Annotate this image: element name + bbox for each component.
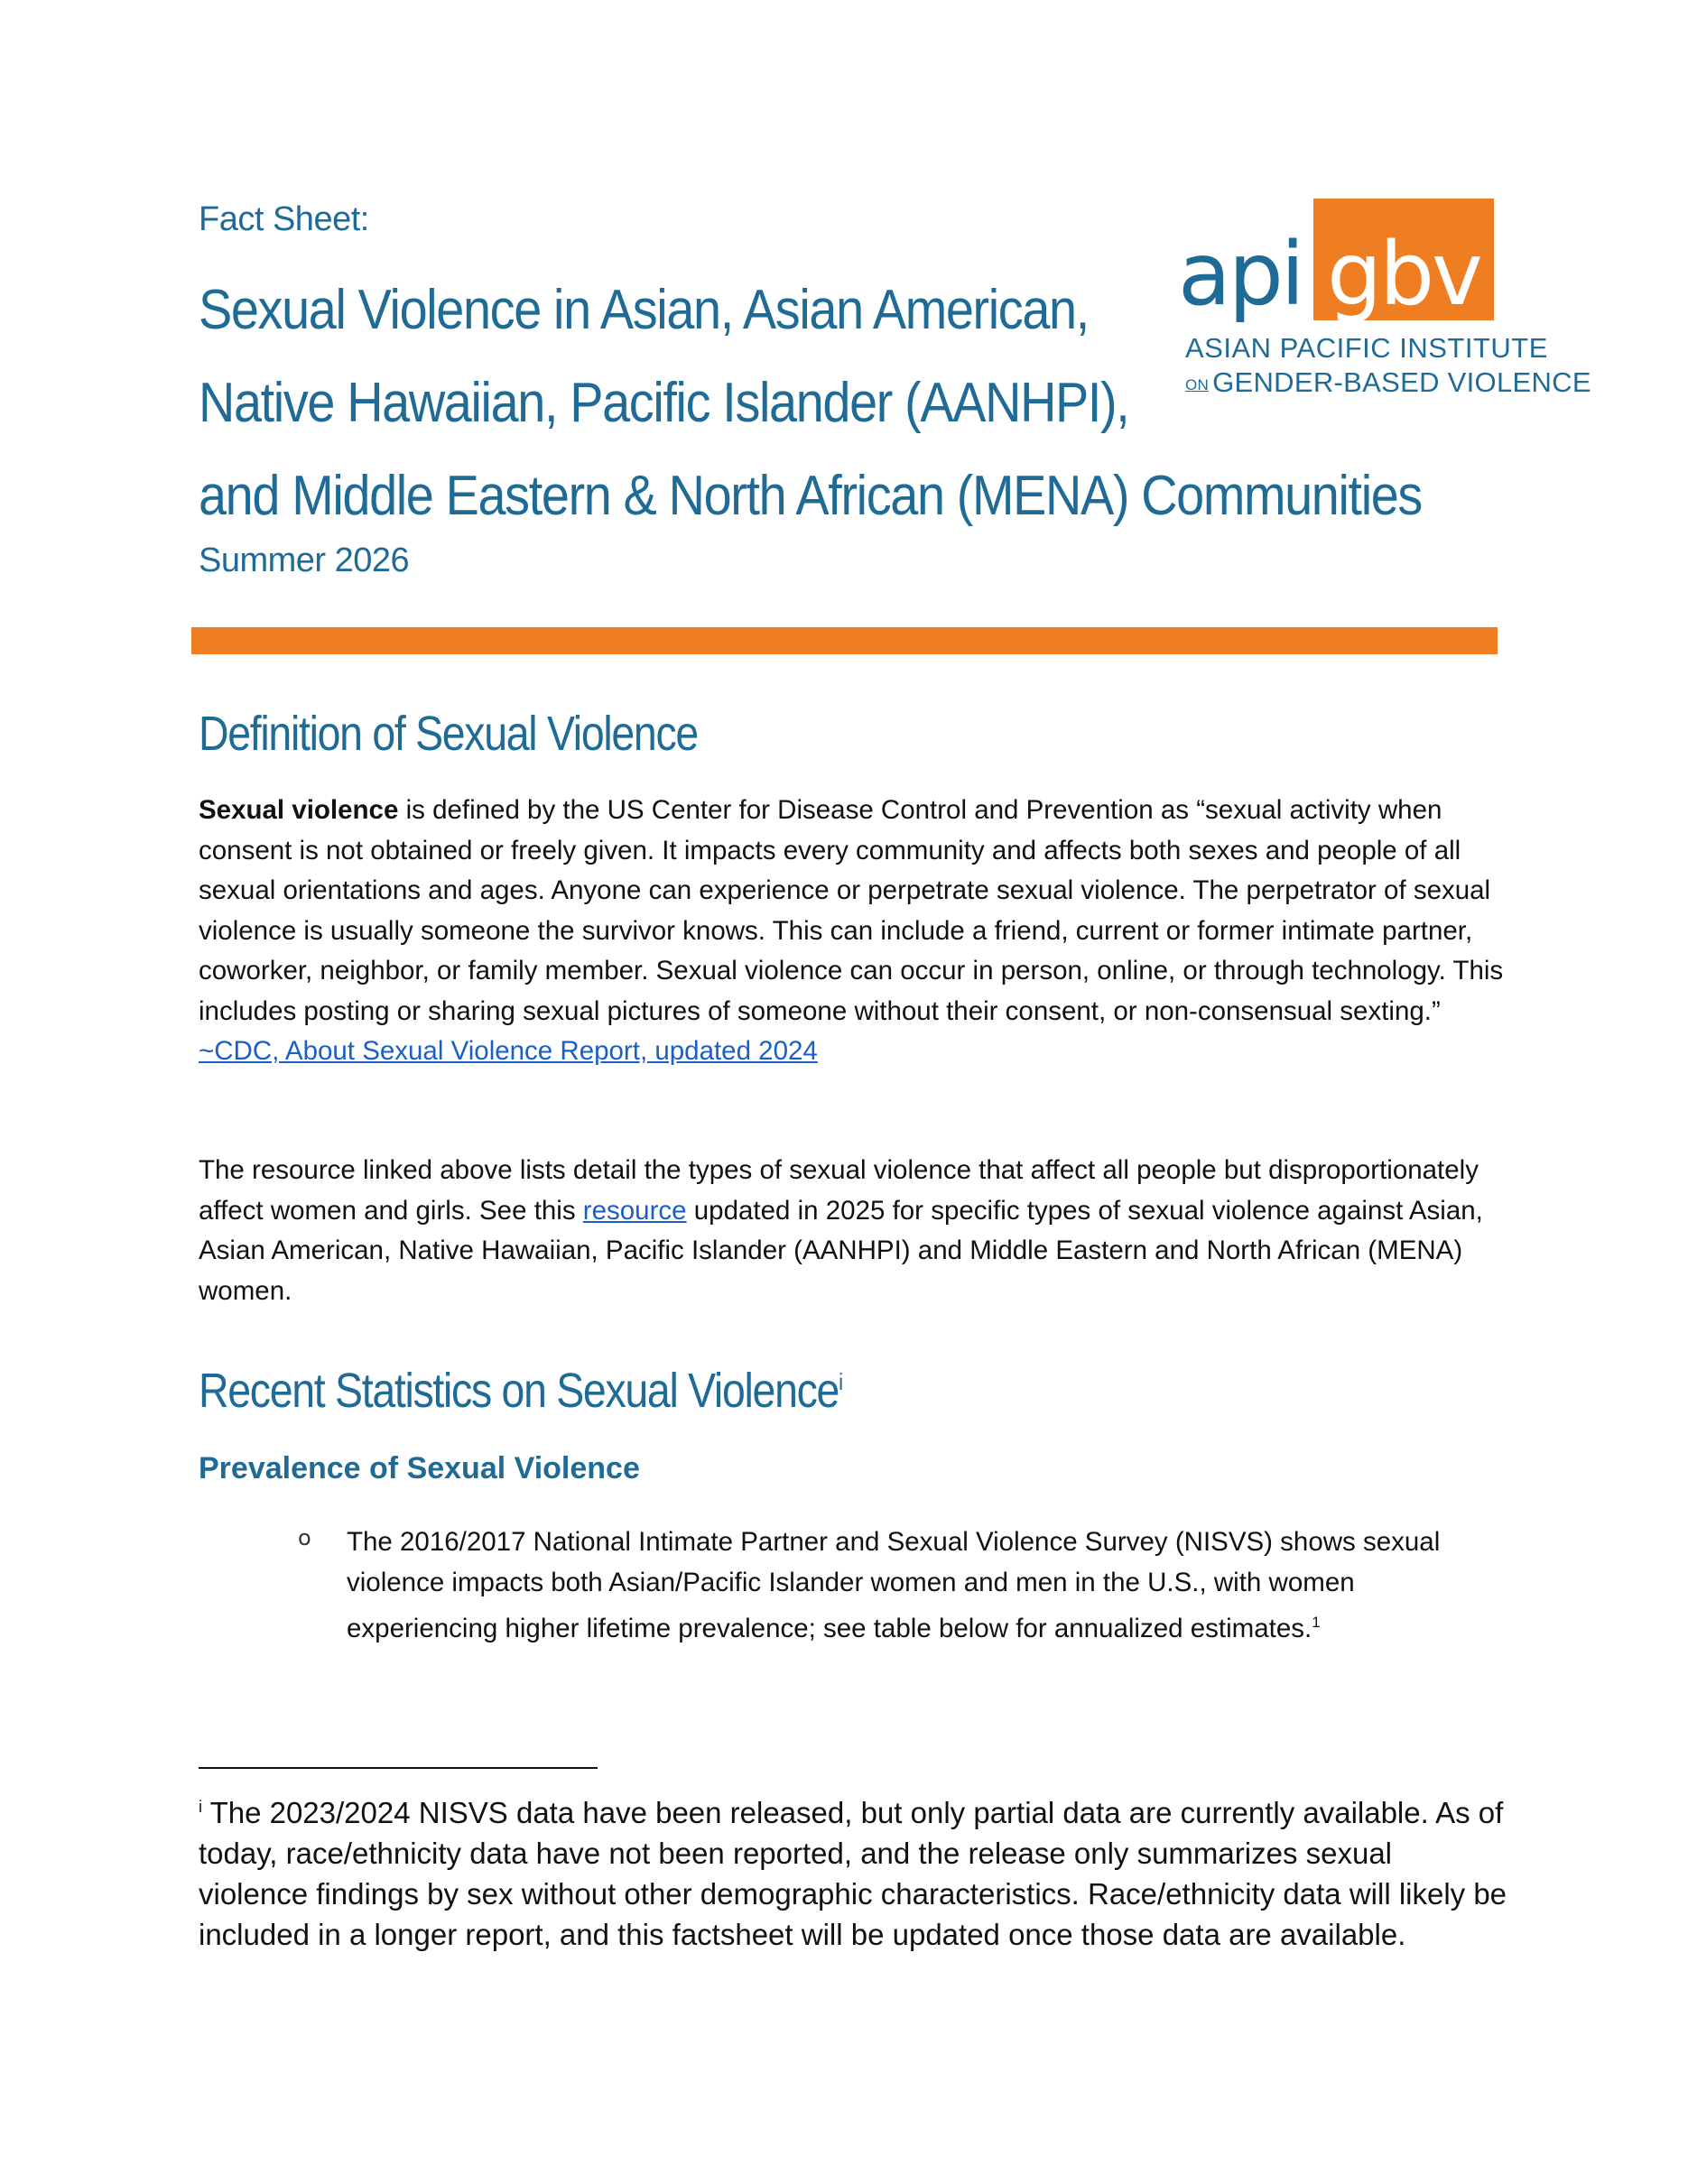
logo-gbv-text: gbv xyxy=(1327,224,1480,325)
fact-sheet-label: Fact Sheet: xyxy=(199,200,369,238)
definition-heading: Definition of Sexual Violence xyxy=(199,707,698,761)
resource-link[interactable]: resource xyxy=(582,1195,687,1226)
title-line-3: and Middle Eastern & North African (MENA) Communities xyxy=(199,465,1422,527)
orange-divider xyxy=(191,627,1498,654)
footnote-separator xyxy=(199,1767,598,1769)
statistics-footnote-marker[interactable]: i xyxy=(839,1368,842,1395)
footnote-marker: i xyxy=(199,1798,202,1816)
definition-term: Sexual violence xyxy=(199,795,399,825)
title-line-1: Sexual Violence in Asian, Asian American, xyxy=(199,279,1089,341)
nisvs-bullet-body: The 2016/2017 National Intimate Partner and Sexual Violence Survey (NISVS) shows sexual violence impacts both Asian/Pacific Islander women and men in the U.S., with women experiencing higher lifetime prevalence; see table below for annualized estimates. xyxy=(347,1527,1441,1643)
logo-tagline-line-2-text: GENDER-BASED VIOLENCE xyxy=(1212,366,1591,398)
apigbv-logo xyxy=(1178,199,1591,406)
logo-api-text: api xyxy=(1178,224,1303,325)
statistics-heading-text: Recent Statistics on Sexual Violence xyxy=(199,1364,839,1418)
logo-tagline-line-1: ASIAN PACIFIC INSTITUTE xyxy=(1185,332,1548,364)
publication-date: Summer 2026 xyxy=(199,541,410,579)
resource-paragraph xyxy=(199,1151,1507,1311)
prevalence-subheading: Prevalence of Sexual Violence xyxy=(199,1451,640,1485)
logo-on-text: ON xyxy=(1185,376,1210,393)
resource-text-before: The resource linked above lists detail the types of sexual violence that affect all people but disproportionately affect women and girls. See this xyxy=(199,1155,1479,1226)
resource-text-after: updated in 2025 for specific types of sexual violence against Asian, Asian American, Native Hawaiian, Pacific Islander (AANHPI) and Middle Eastern and North African (MENA) women. xyxy=(199,1195,1483,1306)
nisvs-bullet-text xyxy=(347,1522,1507,1649)
statistics-heading xyxy=(199,1363,842,1419)
endnote-reference[interactable]: 1 xyxy=(1312,1614,1321,1631)
definition-paragraph xyxy=(199,791,1507,1072)
logo-tagline-line-2 xyxy=(1185,366,1591,399)
bullet-marker: o xyxy=(298,1525,311,1550)
title-line-2: Native Hawaiian, Pacific Islander (AANHPI), xyxy=(199,372,1129,434)
definition-body: is defined by the US Center for Disease Control and Prevention as “sexual activity when consent is not obtained or freely given. It impacts every community and affects both sexes and people of all sexual orientations and ages. Anyone can experience or perpetrate sexual violence. The perpetrator of sexual violence is usually someone the survivor knows. This can include a friend, current or former intimate partner, coworker, neighbor, or family member. Sexual violence can occur in person, online, or through technology. This includes posting or sharing sexual pictures of someone without their consent, or non-consensual sexting.” xyxy=(199,795,1504,1026)
footnote-text: The 2023/2024 NISVS data have been released, but only partial data are currently available. As of today, race/ethnicity data have not been reported, and the release only summarizes sexual violence findings by sex without other demographic characteristics. Race/ethnicity data will likely be included in a longer report, and this factsheet will be updated once those data are available. xyxy=(199,1796,1507,1951)
footnote xyxy=(199,1787,1507,1955)
cdc-citation-link[interactable]: ~CDC, About Sexual Violence Report, updated 2024 xyxy=(199,1036,818,1066)
